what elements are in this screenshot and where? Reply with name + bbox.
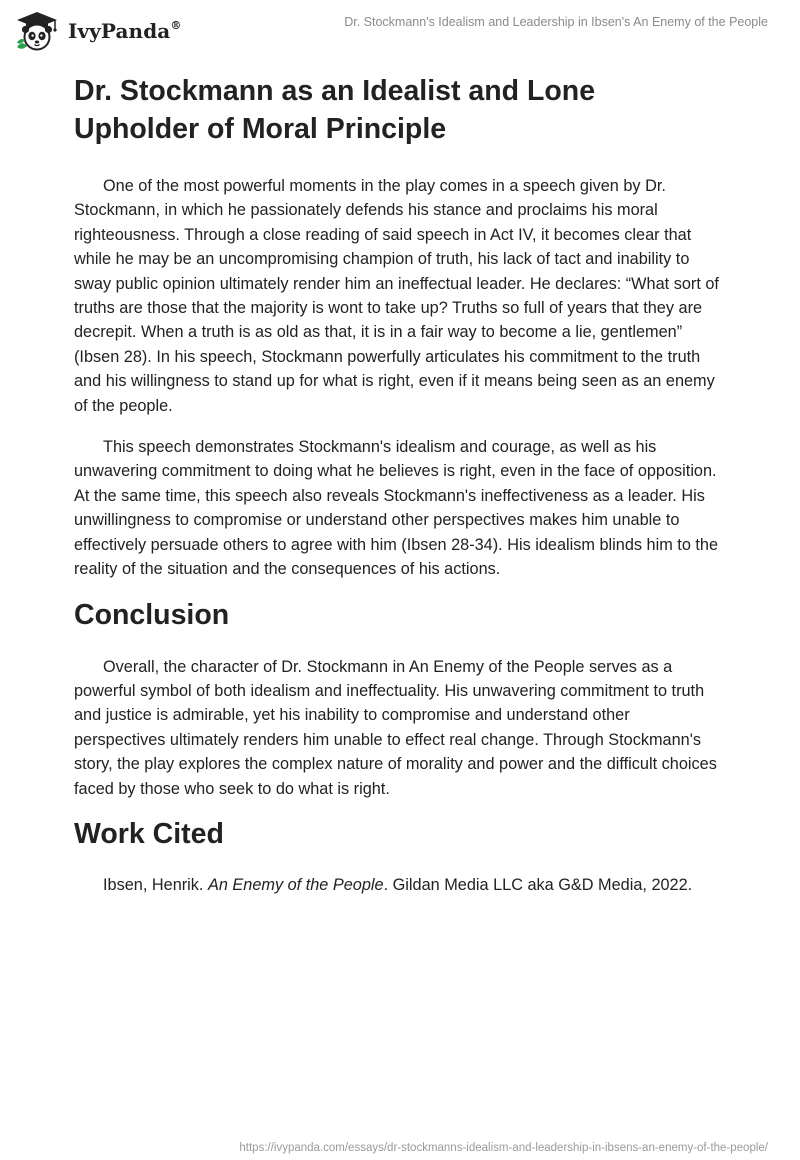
panda-graduate-icon bbox=[14, 9, 60, 53]
registered-mark: ® bbox=[170, 19, 182, 32]
citation-author: Ibsen, Henrik. bbox=[103, 875, 208, 894]
citation-publisher: . Gildan Media LLC aka G&D Media, 2022. bbox=[383, 875, 693, 894]
section-heading-work-cited: Work Cited bbox=[74, 817, 224, 850]
paragraph-conclusion: Overall, the character of Dr. Stockmann in An Enemy of the People serves as a powerful symbol of both idealism and ineffectuality. His unwavering commitment to truth and justice is admirable, yet his inability to compromise and understand other perspectives ultimately renders him unable to effect real change. Through Stockmann's story, the play explores the complex nature of morality and power and the difficult choices faced by those who seek to do what is right. bbox=[74, 657, 717, 798]
paragraph-speech-analysis: One of the most powerful moments in the play comes in a speech given by Dr. Stockmann, in which he passionately defends his stance and proclaims his moral righteousness. Through a close reading of said speech in Act IV, it becomes clear that while he may be an uncompromising champion of truth, his lack of tact and inability to sway public opinion ultimately render him an ineffectual leader. He declares: “What sort of truths are those that the majority is wont to take up? Truths so full of years that they are decrepit. When a truth is as old as that, it is in a fair way to become a lie, gentlemen” (Ibsen 28). In his speech, Stockmann powerfully articulates his commitment to the truth and his willingness to stand up for what is right, even if it means being seen as an enemy of the people. bbox=[74, 177, 719, 415]
document-running-title: Dr. Stockmann's Idealism and Leadership in Ibsen's An Enemy of the People bbox=[344, 15, 768, 29]
citation-entry bbox=[74, 873, 724, 897]
logo-name: IvyPanda bbox=[68, 19, 171, 43]
ivypanda-logo[interactable] bbox=[14, 9, 181, 53]
section-heading-conclusion: Conclusion bbox=[74, 598, 230, 631]
citation-title: An Enemy of the People bbox=[207, 875, 384, 894]
essay-body bbox=[74, 72, 724, 897]
source-url-link[interactable]: https://ivypanda.com/essays/dr-stockmanns-idealism-and-leadership-in-ibsens-an-enemy-of-the-people/ bbox=[239, 1142, 768, 1154]
paragraph-idealism-courage: This speech demonstrates Stockmann's idealism and courage, as well as his unwavering commitment to doing what he believes is right, even in the face of opposition. At the same time, this speech also reveals Stockmann's ineffectiveness as a leader. His unwillingness to compromise or understand other perspectives makes him unable to effectively persuade others to agree with him (Ibsen 28-34). His idealism blinds him to the reality of the situation and the consequences of his actions. bbox=[74, 438, 719, 579]
logo-wordmark bbox=[68, 19, 181, 43]
section-heading-idealist: Dr. Stockmann as an Idealist and Lone Upholder of Moral Principle bbox=[74, 75, 596, 145]
